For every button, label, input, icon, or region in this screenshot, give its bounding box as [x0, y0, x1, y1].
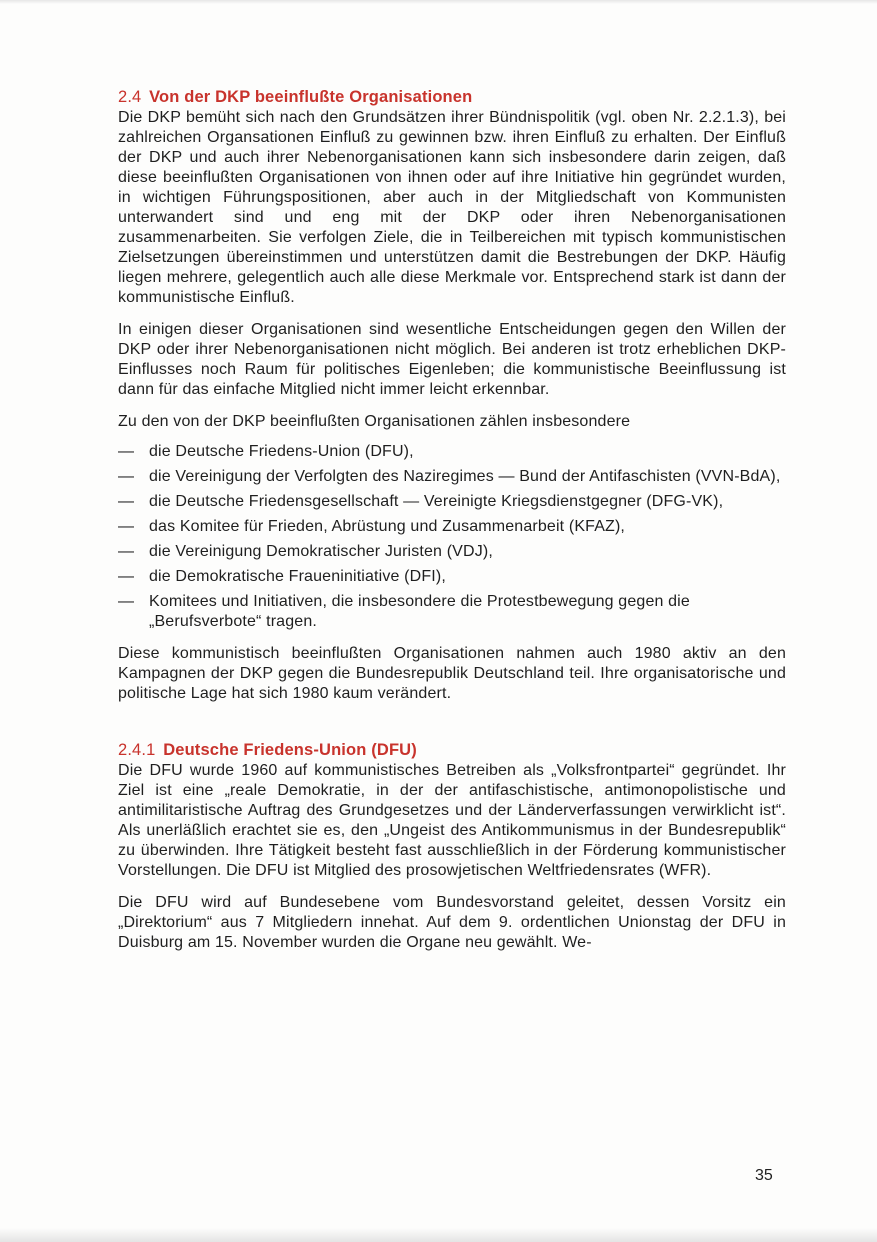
- list-item-text: die Deutsche Friedens-Union (DFU),: [149, 443, 414, 460]
- list-dash: —: [118, 593, 135, 610]
- paragraph-intro: Die DKP bemüht sich nach den Grundsätzen ihrer Bündnispolitik (vgl. oben Nr. 2.2.1.3), bei zahlreichen Organsationen Einfluß zu gewinnen bzw. ihren Einfluß zu erhalten. Der Einfluß der DKP und auch ihrer Nebenorganisationen kann sich insbesondere darin zeigen, daß diese beeinflußten Organisationen von ihnen oder auf ihre Initiative hin gegründet wurden, in wichtigen Führungspositionen, aber auch in der Mitgliedschaft von Kommunisten unterwandert sind und eng mit der DKP oder ihren Nebenorganisationen zusammenarbeiten. Sie verfolgen Ziele, die in Teilbereichen mit typisch kommunistischen Zielsetzungen übereinstimmen und unterstützen damit die Bestrebungen der DKP. Häufig liegen mehrere, gelegentlich auch alle diese Merkmale vor. Entsprechend stark ist dann der kommunistische Einfluß.: [118, 109, 786, 306]
- section-heading-2-4: [118, 87, 786, 107]
- list-item-text: Komitees und Initiativen, die insbesondere die Protestbewegung gegen die „Berufsverbote“ tragen.: [149, 593, 690, 630]
- list-item-text: die Deutsche Friedensgesellschaft — Vereinigte Kriegsdienstgegner (DFG-VK),: [149, 493, 724, 510]
- list-dash: —: [118, 468, 135, 485]
- page-edge-top: [0, 0, 877, 4]
- list-dash: —: [118, 518, 135, 535]
- list-dash: —: [118, 568, 135, 585]
- list-item: [118, 542, 786, 562]
- section-heading-2-4-1: [118, 740, 786, 760]
- page-body: [118, 87, 786, 953]
- page-number: 35: [755, 1167, 773, 1184]
- section-number: 2.4.1: [118, 741, 156, 759]
- list-dash: —: [118, 443, 135, 460]
- paragraph-list-lead: Zu den von der DKP beeinflußten Organisationen zählen insbesondere: [118, 413, 631, 430]
- list-item-text: die Vereinigung der Verfolgten des Naziregimes — Bund der Antifaschisten (VVN-BdA),: [149, 468, 781, 485]
- list-dash: —: [118, 493, 135, 510]
- list-item-text: das Komitee für Frieden, Abrüstung und Zusammenarbeit (KFAZ),: [149, 518, 626, 535]
- list-item: [118, 467, 786, 487]
- section-title: Deutsche Friedens-Union (DFU): [163, 741, 417, 759]
- list-item: [118, 492, 786, 512]
- list-item: [118, 567, 786, 587]
- list-item: [118, 592, 786, 632]
- paragraph-dfu-leadership: Die DFU wird auf Bundesebene vom Bundesvorstand geleitet, dessen Vorsitz ein „Direktorium“ aus 7 Mitgliedern innehat. Auf dem 9. ordentlichen Unionstag der DFU in Duisburg am 15. November wurden die Organe neu gewählt. We-: [118, 894, 786, 951]
- paragraph-closing: Diese kommunistisch beeinflußten Organisationen nahmen auch 1980 aktiv an den Kampagnen der DKP gegen die Bundesrepublik Deutschland teil. Ihre organisatorische und politische Lage hat sich 1980 kaum verändert.: [118, 645, 786, 702]
- section-number: 2.4: [118, 88, 142, 106]
- list-item-text: die Vereinigung Demokratischer Juristen (VDJ),: [149, 543, 493, 560]
- page-edge-bottom: [0, 1228, 877, 1242]
- section-title: Von der DKP beeinflußte Organisationen: [149, 88, 473, 106]
- list-dash: —: [118, 543, 135, 560]
- paragraph-influence: In einigen dieser Organisationen sind wesentliche Entscheidungen gegen den Willen der DKP oder ihrer Nebenorganisationen nicht möglich. Bei anderen ist trotz erheblichen DKP-Einflusses noch Raum für politisches Eigenleben; die kommunistische Beeinflussung ist dann für das einfache Mitglied nicht immer leicht erkennbar.: [118, 321, 786, 398]
- organization-list: [118, 442, 786, 632]
- list-item: [118, 517, 786, 537]
- paragraph-dfu-founding: Die DFU wurde 1960 auf kommunistisches Betreiben als „Volksfrontpartei“ gegründet. Ihr Ziel ist eine „reale Demokratie, in der der antifaschistische, antimonopolistische und antimilitaristische Auftrag des Grundgesetzes und der Länderverfassungen verwirklicht ist“. Als unerläßlich erachtet sie es, den „Ungeist des Antikommunismus in der Bundesrepublik“ zu überwinden. Ihre Tätigkeit besteht fast ausschließlich in der Förderung kommunistischer Vorstellungen. Die DFU ist Mitglied des prosowjetischen Weltfriedensrates (WFR).: [118, 762, 786, 879]
- list-item: [118, 442, 786, 462]
- list-item-text: die Demokratische Fraueninitiative (DFI),: [149, 568, 446, 585]
